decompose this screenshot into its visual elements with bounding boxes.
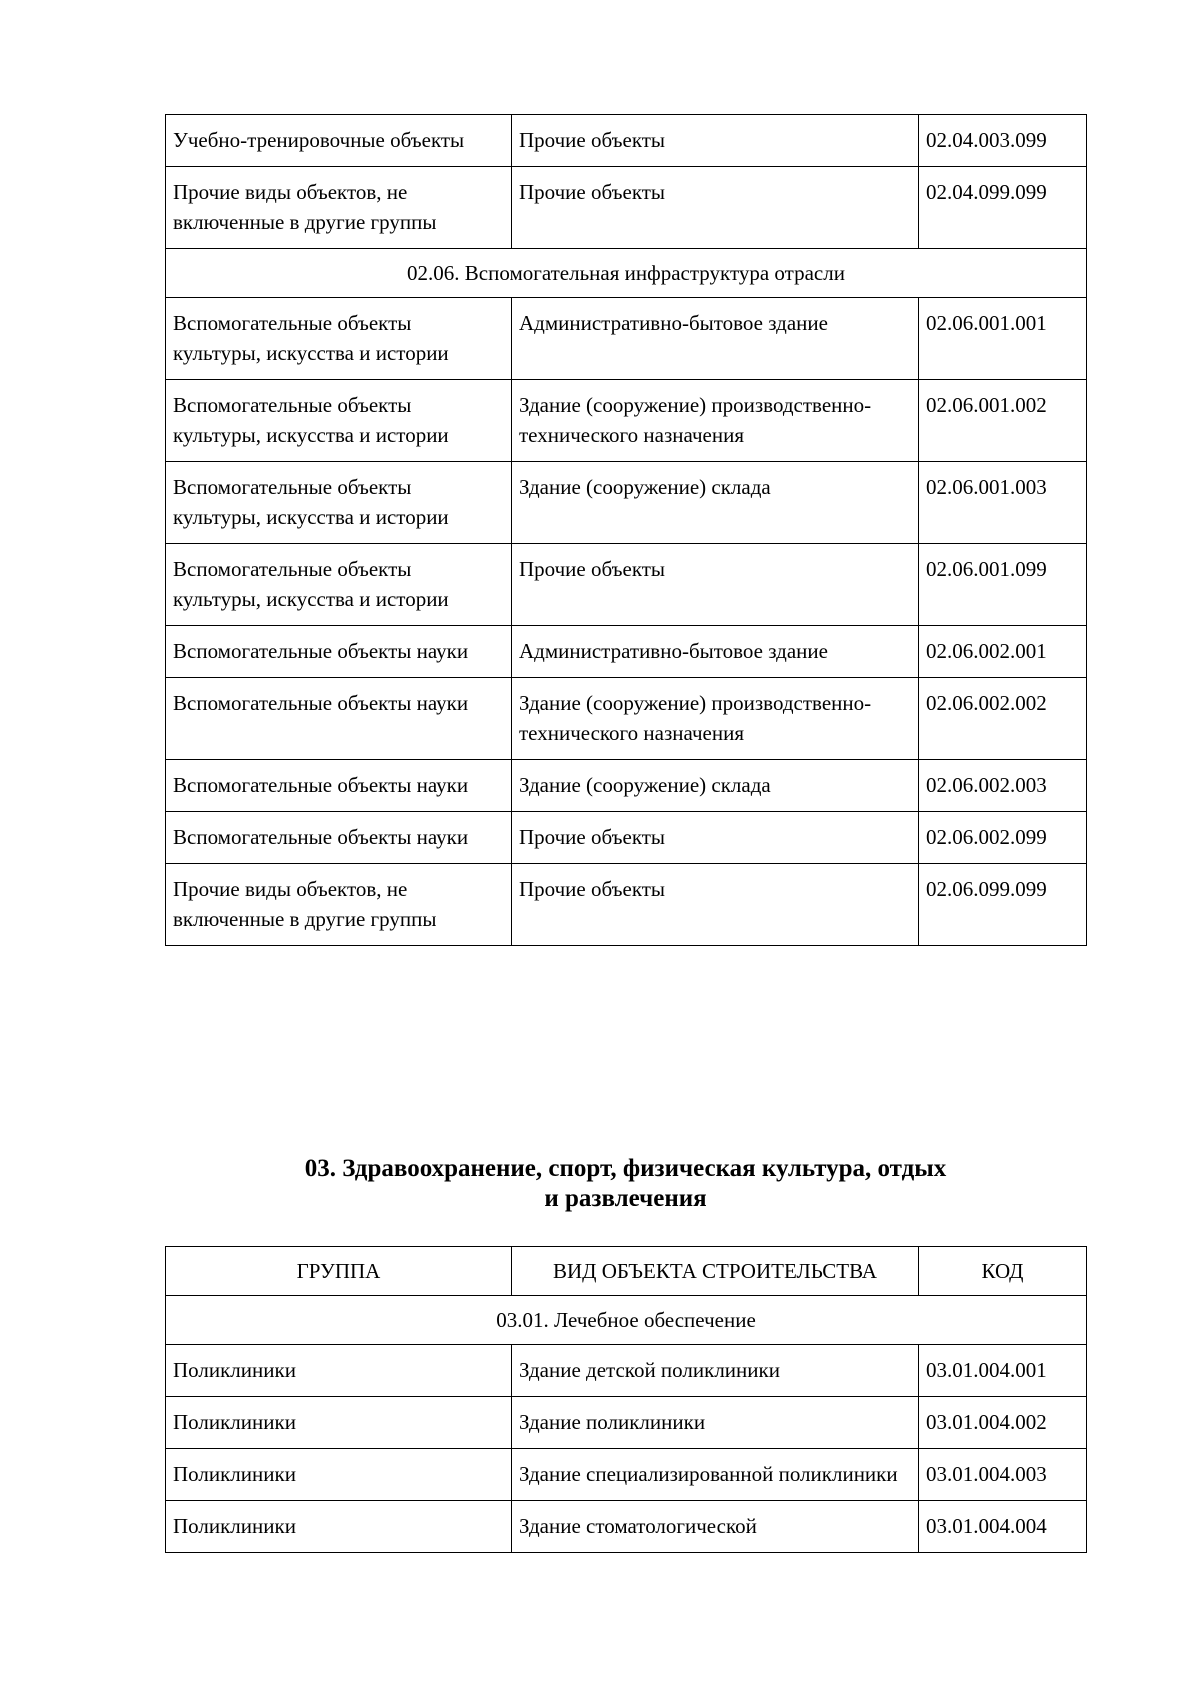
cell-group: Прочие виды объектов, не включенные в другие группы bbox=[166, 167, 512, 249]
cell-code: 03.01.004.002 bbox=[919, 1397, 1087, 1449]
cell-kind: Здание детской поликлиники bbox=[512, 1345, 919, 1397]
cell-group: Прочие виды объектов, не включенные в другие группы bbox=[166, 864, 512, 946]
table-row bbox=[166, 864, 1087, 946]
cell-group: Поликлиники bbox=[166, 1397, 512, 1449]
header-row bbox=[166, 1247, 1087, 1296]
cell-group: Поликлиники bbox=[166, 1449, 512, 1501]
table-header bbox=[166, 1247, 1087, 1296]
construction-objects-table-03 bbox=[165, 1246, 1087, 1553]
cell-group: Вспомогательные объекты науки bbox=[166, 812, 512, 864]
cell-code: 02.04.099.099 bbox=[919, 167, 1087, 249]
cell-group: Вспомогательные объекты культуры, искусства и истории bbox=[166, 298, 512, 380]
cell-group: Вспомогательные объекты науки bbox=[166, 760, 512, 812]
cell-kind: Прочие объекты bbox=[512, 544, 919, 626]
section-heading bbox=[165, 1154, 1086, 1214]
table-row bbox=[166, 1501, 1087, 1553]
table-row bbox=[166, 115, 1087, 167]
cell-group: Поликлиники bbox=[166, 1501, 512, 1553]
cell-code: 02.06.002.003 bbox=[919, 760, 1087, 812]
cell-kind: Здание (сооружение) производственно-технического назначения bbox=[512, 678, 919, 760]
section-row bbox=[166, 249, 1087, 298]
cell-code: 02.04.003.099 bbox=[919, 115, 1087, 167]
table-row bbox=[166, 1345, 1087, 1397]
table-row bbox=[166, 462, 1087, 544]
header-code: КОД bbox=[919, 1247, 1087, 1296]
table-row bbox=[166, 812, 1087, 864]
cell-code: 02.06.001.099 bbox=[919, 544, 1087, 626]
cell-group: Вспомогательные объекты культуры, искусства и истории bbox=[166, 380, 512, 462]
header-kind: ВИД ОБЪЕКТА СТРОИТЕЛЬСТВА bbox=[512, 1247, 919, 1296]
table-row bbox=[166, 626, 1087, 678]
cell-kind: Здание стоматологической bbox=[512, 1501, 919, 1553]
cell-code: 02.06.001.003 bbox=[919, 462, 1087, 544]
cell-kind: Прочие объекты bbox=[512, 167, 919, 249]
header-group: ГРУППА bbox=[166, 1247, 512, 1296]
table-row bbox=[166, 298, 1087, 380]
table-body bbox=[166, 1296, 1087, 1553]
section-row bbox=[166, 1296, 1087, 1345]
table-row bbox=[166, 544, 1087, 626]
table-body bbox=[166, 115, 1087, 946]
cell-kind: Здание (сооружение) склада bbox=[512, 760, 919, 812]
cell-kind: Административно-бытовое здание bbox=[512, 298, 919, 380]
construction-objects-table-02 bbox=[165, 114, 1087, 946]
cell-kind: Здание (сооружение) производственно-технического назначения bbox=[512, 380, 919, 462]
cell-kind: Административно-бытовое здание bbox=[512, 626, 919, 678]
cell-code: 02.06.002.002 bbox=[919, 678, 1087, 760]
cell-group: Вспомогательные объекты науки bbox=[166, 678, 512, 760]
cell-code: 02.06.001.001 bbox=[919, 298, 1087, 380]
section-heading-line-2: и развлечения bbox=[544, 1185, 707, 1212]
cell-code: 02.06.001.002 bbox=[919, 380, 1087, 462]
cell-kind: Прочие объекты bbox=[512, 812, 919, 864]
cell-group: Поликлиники bbox=[166, 1345, 512, 1397]
cell-kind: Здание поликлиники bbox=[512, 1397, 919, 1449]
cell-group: Вспомогательные объекты культуры, искусства и истории bbox=[166, 544, 512, 626]
cell-kind: Здание (сооружение) склада bbox=[512, 462, 919, 544]
cell-code: 02.06.002.099 bbox=[919, 812, 1087, 864]
table-row bbox=[166, 678, 1087, 760]
cell-group: Вспомогательные объекты науки bbox=[166, 626, 512, 678]
cell-group: Вспомогательные объекты культуры, искусства и истории bbox=[166, 462, 512, 544]
cell-code: 03.01.004.001 bbox=[919, 1345, 1087, 1397]
table-row bbox=[166, 1449, 1087, 1501]
cell-kind: Прочие объекты bbox=[512, 864, 919, 946]
cell-group: Учебно-тренировочные объекты bbox=[166, 115, 512, 167]
cell-code: 03.01.004.003 bbox=[919, 1449, 1087, 1501]
cell-code: 02.06.002.001 bbox=[919, 626, 1087, 678]
table-row bbox=[166, 1397, 1087, 1449]
section-heading-line-1: 03. Здравоохранение, спорт, физическая культура, отдых bbox=[304, 1155, 947, 1182]
cell-code: 03.01.004.004 bbox=[919, 1501, 1087, 1553]
section-title: 03.01. Лечебное обеспечение bbox=[166, 1296, 1087, 1345]
section-title: 02.06. Вспомогательная инфраструктура отрасли bbox=[166, 249, 1087, 298]
cell-kind: Здание специализированной поликлиники bbox=[512, 1449, 919, 1501]
cell-kind: Прочие объекты bbox=[512, 115, 919, 167]
table-row bbox=[166, 380, 1087, 462]
cell-code: 02.06.099.099 bbox=[919, 864, 1087, 946]
table-row bbox=[166, 760, 1087, 812]
table-row bbox=[166, 167, 1087, 249]
